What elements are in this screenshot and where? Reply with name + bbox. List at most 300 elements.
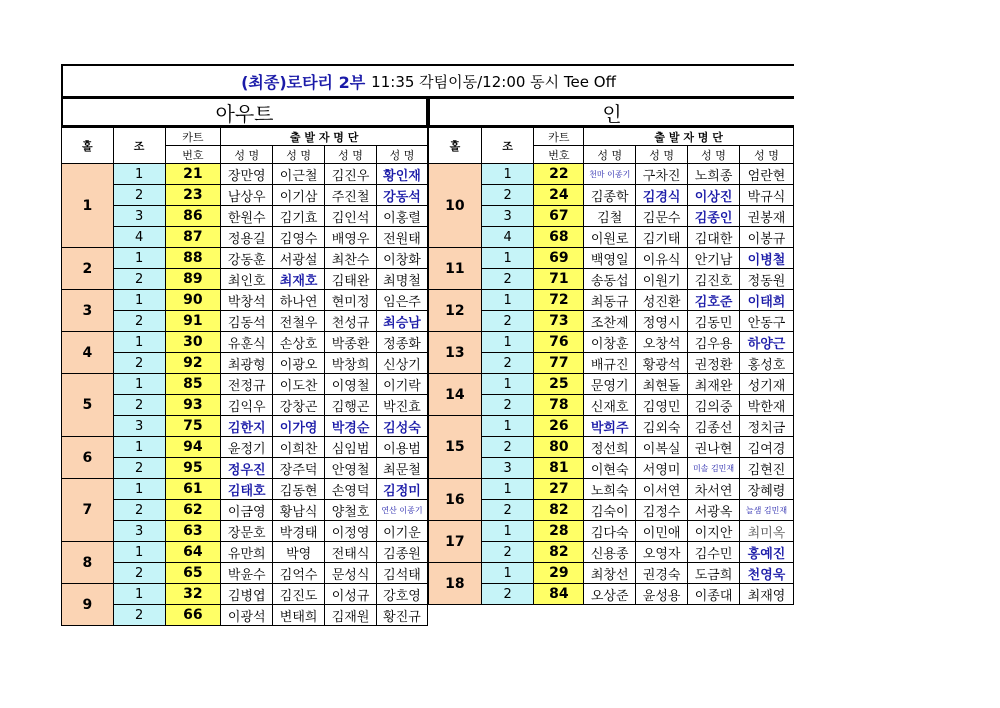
table-row <box>429 206 794 227</box>
player-name: 정용길 <box>221 227 273 248</box>
group-number: 2 <box>113 605 165 626</box>
group-number: 3 <box>113 521 165 542</box>
player-name: 박윤수 <box>221 563 273 584</box>
player-name: 최동규 <box>584 290 636 311</box>
cart-number: 84 <box>534 584 584 605</box>
group-number: 2 <box>481 437 534 458</box>
group-number: 1 <box>113 584 165 605</box>
player-name: 김종원 <box>377 542 428 563</box>
player-name: 홍예진 <box>740 542 794 563</box>
player-name: 최명철 <box>377 269 428 290</box>
player-name: 박진효 <box>377 395 428 416</box>
sheet-title <box>61 64 794 98</box>
player-name: 이유식 <box>636 248 688 269</box>
player-name: 이용범 <box>377 437 428 458</box>
cart-number: 87 <box>165 227 221 248</box>
group-number: 4 <box>113 227 165 248</box>
player-name: 권봉재 <box>740 206 794 227</box>
player-name: 이도찬 <box>273 374 325 395</box>
table-row <box>429 227 794 248</box>
cart-number: 65 <box>165 563 221 584</box>
table-row <box>62 584 428 605</box>
player-name: 주진철 <box>325 185 377 206</box>
player-name: 김진호 <box>688 269 740 290</box>
player-name: 하나연 <box>273 290 325 311</box>
player-name: 황남식 <box>273 500 325 521</box>
player-name: 노희종 <box>688 164 740 185</box>
player-name: 황광석 <box>636 353 688 374</box>
roster-header: 출 발 자 명 단 <box>221 128 428 146</box>
player-name: 신용종 <box>584 542 636 563</box>
cart-number: 78 <box>534 395 584 416</box>
player-name: 늘샘 김민재 <box>740 500 794 521</box>
player-name: 이기락 <box>377 374 428 395</box>
player-name: 정치금 <box>740 416 794 437</box>
group-number: 1 <box>113 374 165 395</box>
player-name: 박희주 <box>584 416 636 437</box>
in-section-title: 인 <box>428 97 794 127</box>
hole-number: 9 <box>62 584 114 626</box>
group-number: 1 <box>113 164 165 185</box>
table-row <box>429 500 794 521</box>
player-name: 김종선 <box>688 416 740 437</box>
cart-number: 91 <box>165 311 221 332</box>
player-name: 장문호 <box>221 521 273 542</box>
hole-number: 16 <box>429 479 482 521</box>
cart-number: 63 <box>165 521 221 542</box>
table-row <box>429 311 794 332</box>
cart-number: 85 <box>165 374 221 395</box>
table-row <box>62 353 428 374</box>
player-name: 천영욱 <box>740 563 794 584</box>
player-name: 황인재 <box>377 164 428 185</box>
player-name: 이지안 <box>688 521 740 542</box>
table-row <box>429 458 794 479</box>
player-name: 오상준 <box>584 584 636 605</box>
player-name: 김진우 <box>325 164 377 185</box>
player-name: 김동현 <box>273 479 325 500</box>
table-row <box>429 584 794 605</box>
cart-number: 95 <box>165 458 221 479</box>
player-name: 김익우 <box>221 395 273 416</box>
player-name: 서광옥 <box>688 500 740 521</box>
player-name: 김태호 <box>221 479 273 500</box>
hole-number: 12 <box>429 290 482 332</box>
player-name: 서영미 <box>636 458 688 479</box>
group-header: 조 <box>481 128 534 164</box>
player-name: 이기삼 <box>273 185 325 206</box>
table-row <box>62 437 428 458</box>
table-row <box>62 248 428 269</box>
table-row <box>429 395 794 416</box>
player-name: 김성숙 <box>377 416 428 437</box>
player-name: 안영철 <box>325 458 377 479</box>
cart-number: 92 <box>165 353 221 374</box>
hole-header: 홀 <box>429 128 482 164</box>
name-header: 성 명 <box>221 146 273 164</box>
player-name: 한원수 <box>221 206 273 227</box>
player-name: 김경식 <box>636 185 688 206</box>
player-name: 강창곤 <box>273 395 325 416</box>
player-name: 이상진 <box>688 185 740 206</box>
player-name: 김기태 <box>636 227 688 248</box>
player-name: 송동섭 <box>584 269 636 290</box>
player-name: 박한재 <box>740 395 794 416</box>
group-number: 1 <box>113 248 165 269</box>
cart-number: 68 <box>534 227 584 248</box>
player-name: 김외숙 <box>636 416 688 437</box>
table-row <box>62 521 428 542</box>
group-number: 1 <box>113 479 165 500</box>
name-header: 성 명 <box>584 146 636 164</box>
player-name: 홍성호 <box>740 353 794 374</box>
player-name: 김동석 <box>221 311 273 332</box>
player-name: 양철호 <box>325 500 377 521</box>
player-name: 김정미 <box>377 479 428 500</box>
hole-number: 13 <box>429 332 482 374</box>
player-name: 김정수 <box>636 500 688 521</box>
player-name: 최현돌 <box>636 374 688 395</box>
player-name: 이창화 <box>377 248 428 269</box>
player-name: 오창석 <box>636 332 688 353</box>
group-number: 1 <box>481 479 534 500</box>
table-row <box>62 185 428 206</box>
table-row <box>62 458 428 479</box>
group-number: 2 <box>113 353 165 374</box>
player-name: 김현진 <box>740 458 794 479</box>
cart-number: 25 <box>534 374 584 395</box>
player-name: 김종인 <box>688 206 740 227</box>
player-name: 문성식 <box>325 563 377 584</box>
out-section <box>61 97 428 626</box>
group-number: 1 <box>481 416 534 437</box>
cart-number: 88 <box>165 248 221 269</box>
cart-number: 89 <box>165 269 221 290</box>
player-name: 안기남 <box>688 248 740 269</box>
player-name: 연산 이종기 <box>377 500 428 521</box>
cart-number: 28 <box>534 521 584 542</box>
hole-number: 2 <box>62 248 114 290</box>
player-name: 정우진 <box>221 458 273 479</box>
player-name: 이봉규 <box>740 227 794 248</box>
group-number: 2 <box>481 269 534 290</box>
player-name: 김영민 <box>636 395 688 416</box>
player-name: 전철우 <box>273 311 325 332</box>
player-name: 이가영 <box>273 416 325 437</box>
table-row <box>429 332 794 353</box>
player-name: 손상호 <box>273 332 325 353</box>
group-number: 2 <box>481 311 534 332</box>
cart-number: 30 <box>165 332 221 353</box>
player-name: 권나현 <box>688 437 740 458</box>
cart-number: 61 <box>165 479 221 500</box>
player-name: 안동구 <box>740 311 794 332</box>
player-name: 최재완 <box>688 374 740 395</box>
tee-sheet <box>61 64 794 625</box>
player-name: 김영수 <box>273 227 325 248</box>
player-name: 강호영 <box>377 584 428 605</box>
player-name: 임은주 <box>377 290 428 311</box>
cart-number: 90 <box>165 290 221 311</box>
player-name: 권정환 <box>688 353 740 374</box>
group-number: 1 <box>481 521 534 542</box>
cart-number: 32 <box>165 584 221 605</box>
table-row <box>429 374 794 395</box>
name-header: 성 명 <box>636 146 688 164</box>
player-name: 이광오 <box>273 353 325 374</box>
out-table <box>61 127 428 626</box>
group-number: 2 <box>113 395 165 416</box>
player-name: 문영기 <box>584 374 636 395</box>
cart-number: 81 <box>534 458 584 479</box>
player-name: 이서연 <box>636 479 688 500</box>
player-name: 김행곤 <box>325 395 377 416</box>
player-name: 김여경 <box>740 437 794 458</box>
table-row <box>62 227 428 248</box>
group-number: 2 <box>113 311 165 332</box>
cart-number: 71 <box>534 269 584 290</box>
roster-header: 출 발 자 명 단 <box>584 128 794 146</box>
cart-number: 23 <box>165 185 221 206</box>
group-number: 3 <box>481 458 534 479</box>
group-number: 2 <box>113 458 165 479</box>
cart-number: 64 <box>165 542 221 563</box>
table-row <box>429 542 794 563</box>
player-name: 이성규 <box>325 584 377 605</box>
hole-number: 8 <box>62 542 114 584</box>
player-name: 이금영 <box>221 500 273 521</box>
hole-number: 5 <box>62 374 114 437</box>
player-name: 백영일 <box>584 248 636 269</box>
cart-number: 86 <box>165 206 221 227</box>
player-name: 이정영 <box>325 521 377 542</box>
cart-number: 82 <box>534 500 584 521</box>
group-number: 1 <box>481 248 534 269</box>
player-name: 도금희 <box>688 563 740 584</box>
player-name: 미솔 김민재 <box>688 458 740 479</box>
group-number: 1 <box>481 563 534 584</box>
player-name: 이현숙 <box>584 458 636 479</box>
player-name: 김문수 <box>636 206 688 227</box>
cart-number: 24 <box>534 185 584 206</box>
group-number: 2 <box>113 185 165 206</box>
player-name: 김호준 <box>688 290 740 311</box>
player-name: 변태희 <box>273 605 325 626</box>
player-name: 손영덕 <box>325 479 377 500</box>
table-row <box>429 353 794 374</box>
player-name: 최미옥 <box>740 521 794 542</box>
table-row <box>429 269 794 290</box>
player-name: 이병철 <box>740 248 794 269</box>
name-header: 성 명 <box>740 146 794 164</box>
player-name: 김기효 <box>273 206 325 227</box>
player-name: 이기운 <box>377 521 428 542</box>
player-name: 심임범 <box>325 437 377 458</box>
table-row <box>62 500 428 521</box>
group-number: 1 <box>113 437 165 458</box>
table-row <box>62 206 428 227</box>
hole-number: 10 <box>429 164 482 248</box>
player-name: 김동민 <box>688 311 740 332</box>
player-name: 김태완 <box>325 269 377 290</box>
table-row <box>62 164 428 185</box>
in-section <box>428 97 794 605</box>
player-name: 유훈식 <box>221 332 273 353</box>
group-number: 1 <box>481 290 534 311</box>
cart-number: 82 <box>534 542 584 563</box>
cart-number: 67 <box>534 206 584 227</box>
player-name: 정동원 <box>740 269 794 290</box>
player-name: 강동석 <box>377 185 428 206</box>
player-name: 김병엽 <box>221 584 273 605</box>
player-name: 이영철 <box>325 374 377 395</box>
table-row <box>62 269 428 290</box>
table-row <box>429 521 794 542</box>
table-row <box>429 416 794 437</box>
group-number: 2 <box>481 500 534 521</box>
group-number: 2 <box>481 542 534 563</box>
table-row <box>62 479 428 500</box>
player-name: 이원기 <box>636 269 688 290</box>
player-name: 김철 <box>584 206 636 227</box>
player-name: 김종학 <box>584 185 636 206</box>
cart-header-bottom: 번호 <box>534 146 584 164</box>
player-name: 박창석 <box>221 290 273 311</box>
player-name: 유만희 <box>221 542 273 563</box>
player-name: 최광형 <box>221 353 273 374</box>
group-number: 1 <box>481 374 534 395</box>
cart-header-top: 카트 <box>534 128 584 146</box>
cart-number: 66 <box>165 605 221 626</box>
name-header: 성 명 <box>273 146 325 164</box>
player-name: 엄란현 <box>740 164 794 185</box>
name-header: 성 명 <box>688 146 740 164</box>
group-number: 2 <box>481 353 534 374</box>
player-name: 박경태 <box>273 521 325 542</box>
hole-number: 18 <box>429 563 482 605</box>
table-row <box>62 605 428 626</box>
player-name: 장혜령 <box>740 479 794 500</box>
player-name: 윤성용 <box>636 584 688 605</box>
player-name: 최문철 <box>377 458 428 479</box>
group-number: 1 <box>113 542 165 563</box>
group-header: 조 <box>113 128 165 164</box>
group-number: 1 <box>113 290 165 311</box>
hole-number: 15 <box>429 416 482 479</box>
player-name: 김숙이 <box>584 500 636 521</box>
player-name: 정선희 <box>584 437 636 458</box>
player-name: 최창선 <box>584 563 636 584</box>
hole-number: 17 <box>429 521 482 563</box>
player-name: 천마 이종기 <box>584 164 636 185</box>
player-name: 노희숙 <box>584 479 636 500</box>
group-number: 1 <box>113 332 165 353</box>
table-row <box>62 374 428 395</box>
cart-number: 26 <box>534 416 584 437</box>
player-name: 김진도 <box>273 584 325 605</box>
cart-number: 29 <box>534 563 584 584</box>
player-name: 최인호 <box>221 269 273 290</box>
table-row <box>62 563 428 584</box>
hole-number: 1 <box>62 164 114 248</box>
player-name: 이창훈 <box>584 332 636 353</box>
title-main: (최종)로타리 2부 <box>241 72 366 92</box>
player-name: 박경순 <box>325 416 377 437</box>
cart-header-bottom: 번호 <box>165 146 221 164</box>
player-name: 오영자 <box>636 542 688 563</box>
player-name: 김한지 <box>221 416 273 437</box>
player-name: 이희찬 <box>273 437 325 458</box>
table-row <box>429 563 794 584</box>
player-name: 김의중 <box>688 395 740 416</box>
cart-number: 75 <box>165 416 221 437</box>
player-name: 이민애 <box>636 521 688 542</box>
hole-header: 홀 <box>62 128 114 164</box>
player-name: 최재영 <box>740 584 794 605</box>
player-name: 이복실 <box>636 437 688 458</box>
hole-number: 14 <box>429 374 482 416</box>
player-name: 남상우 <box>221 185 273 206</box>
cart-number: 94 <box>165 437 221 458</box>
hole-number: 7 <box>62 479 114 542</box>
hole-number: 3 <box>62 290 114 332</box>
cart-number: 72 <box>534 290 584 311</box>
hole-number: 4 <box>62 332 114 374</box>
table-row <box>429 437 794 458</box>
cart-number: 22 <box>534 164 584 185</box>
player-name: 구차진 <box>636 164 688 185</box>
player-name: 최승남 <box>377 311 428 332</box>
player-name: 이광석 <box>221 605 273 626</box>
player-name: 서광설 <box>273 248 325 269</box>
group-number: 2 <box>481 395 534 416</box>
name-header: 성 명 <box>325 146 377 164</box>
cart-number: 77 <box>534 353 584 374</box>
player-name: 박규식 <box>740 185 794 206</box>
hole-number: 6 <box>62 437 114 479</box>
table-row <box>429 248 794 269</box>
cart-number: 62 <box>165 500 221 521</box>
in-table <box>428 127 794 605</box>
player-name: 전원태 <box>377 227 428 248</box>
player-name: 이근철 <box>273 164 325 185</box>
player-name: 박영 <box>273 542 325 563</box>
cart-number: 21 <box>165 164 221 185</box>
player-name: 성기재 <box>740 374 794 395</box>
player-name: 신재호 <box>584 395 636 416</box>
out-section-title: 아우트 <box>61 97 428 127</box>
player-name: 이종대 <box>688 584 740 605</box>
player-name: 김억수 <box>273 563 325 584</box>
group-number: 2 <box>481 584 534 605</box>
group-number: 2 <box>113 500 165 521</box>
player-name: 김우용 <box>688 332 740 353</box>
player-name: 배규진 <box>584 353 636 374</box>
player-name: 박종환 <box>325 332 377 353</box>
table-row <box>62 311 428 332</box>
group-number: 1 <box>481 164 534 185</box>
table-row <box>429 290 794 311</box>
table-row <box>62 395 428 416</box>
player-name: 정종화 <box>377 332 428 353</box>
player-name: 최재호 <box>273 269 325 290</box>
table-row <box>429 479 794 500</box>
player-name: 전정규 <box>221 374 273 395</box>
player-name: 정영시 <box>636 311 688 332</box>
table-row <box>62 416 428 437</box>
player-name: 황진규 <box>377 605 428 626</box>
player-name: 현미정 <box>325 290 377 311</box>
